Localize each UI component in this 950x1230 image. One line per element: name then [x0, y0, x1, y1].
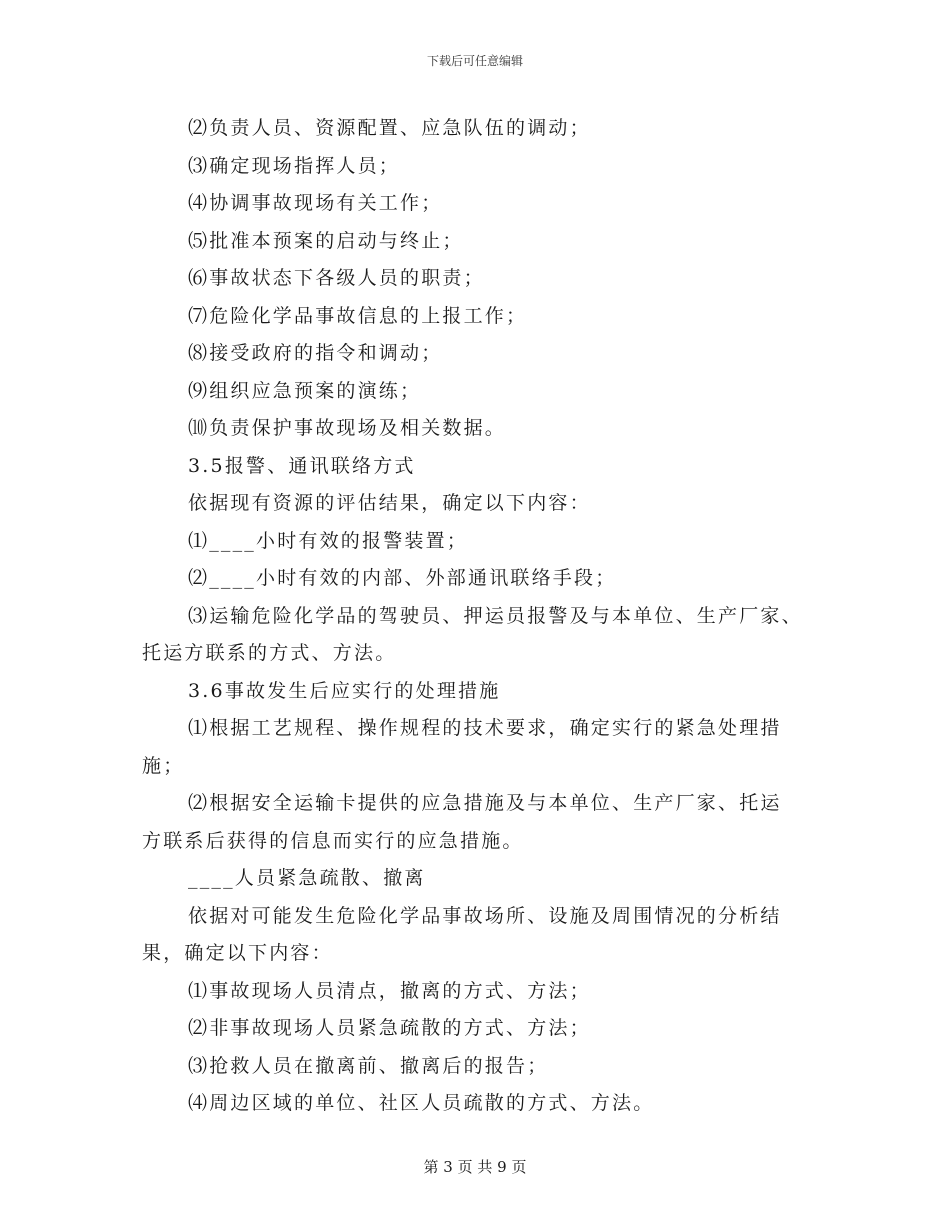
list-item: ⑹事故状态下各级人员的职责；	[188, 267, 485, 289]
page-header: 下载后可任意编辑	[426, 54, 523, 68]
list-item-continuation: 方联系后获得的信息而实行的应急措施。	[142, 829, 524, 852]
list-item: ⑵负责人员、资源配置、应急队伍的调动；	[188, 117, 591, 139]
list-item: ⑺危险化学品事故信息的上报工作；	[188, 304, 528, 327]
paragraph: 依据现有资源的评估结果，确定以下内容：	[188, 492, 591, 514]
list-item: ⑷协调事故现场有关工作；	[188, 192, 443, 214]
list-item: ⑴事故现场人员清点，撤离的方式、方法；	[188, 979, 591, 1002]
paragraph: 依据对可能发生危险化学品事故场所、设施及周围情况的分析结	[188, 904, 782, 927]
list-item: ⑻接受政府的指令和调动；	[188, 342, 443, 364]
list-item-continuation: 施；	[142, 754, 185, 777]
list-item: ⑵____小时有效的内部、外部通讯联络手段；	[188, 567, 617, 589]
list-item: ⑸批准本预案的启动与终止；	[188, 229, 464, 252]
list-item: ⑷周边区域的单位、社区人员疏散的方式、方法。	[188, 1092, 655, 1114]
list-item: ⑶确定现场指挥人员；	[188, 154, 401, 177]
list-item: ⑶抢救人员在撤离前、撤离后的报告；	[188, 1054, 549, 1077]
list-item: ⑼组织应急预案的演练；	[188, 379, 422, 402]
section-heading: 3.6事故发生后应实行的处理措施	[188, 679, 501, 702]
list-item: ⑵根据安全运输卡提供的应急措施及与本单位、生产厂家、托运	[188, 792, 782, 814]
list-item: ⑴根据工艺规程、操作规程的技术要求，确定实行的紧急处理措	[188, 717, 782, 739]
section-heading: 3.5报警、通讯联络方式	[188, 454, 416, 477]
document-body	[142, 110, 822, 1123]
list-item-continuation: 托运方联系的方式、方法。	[142, 642, 397, 664]
list-item: ⑽负责保护事故现场及相关数据。	[188, 417, 507, 439]
page-footer: 第 3 页 共 9 页	[423, 1158, 527, 1176]
list-item: ⑶运输危险化学品的驾驶员、押运员报警及与本单位、生产厂家、	[188, 604, 803, 627]
paragraph-continuation: 果，确定以下内容：	[142, 942, 333, 964]
list-item: ⑵非事故现场人员紧急疏散的方式、方法；	[188, 1017, 591, 1039]
section-heading: ____人员紧急疏散、撤离	[188, 867, 426, 889]
list-item: ⑴____小时有效的报警装置；	[188, 529, 469, 552]
